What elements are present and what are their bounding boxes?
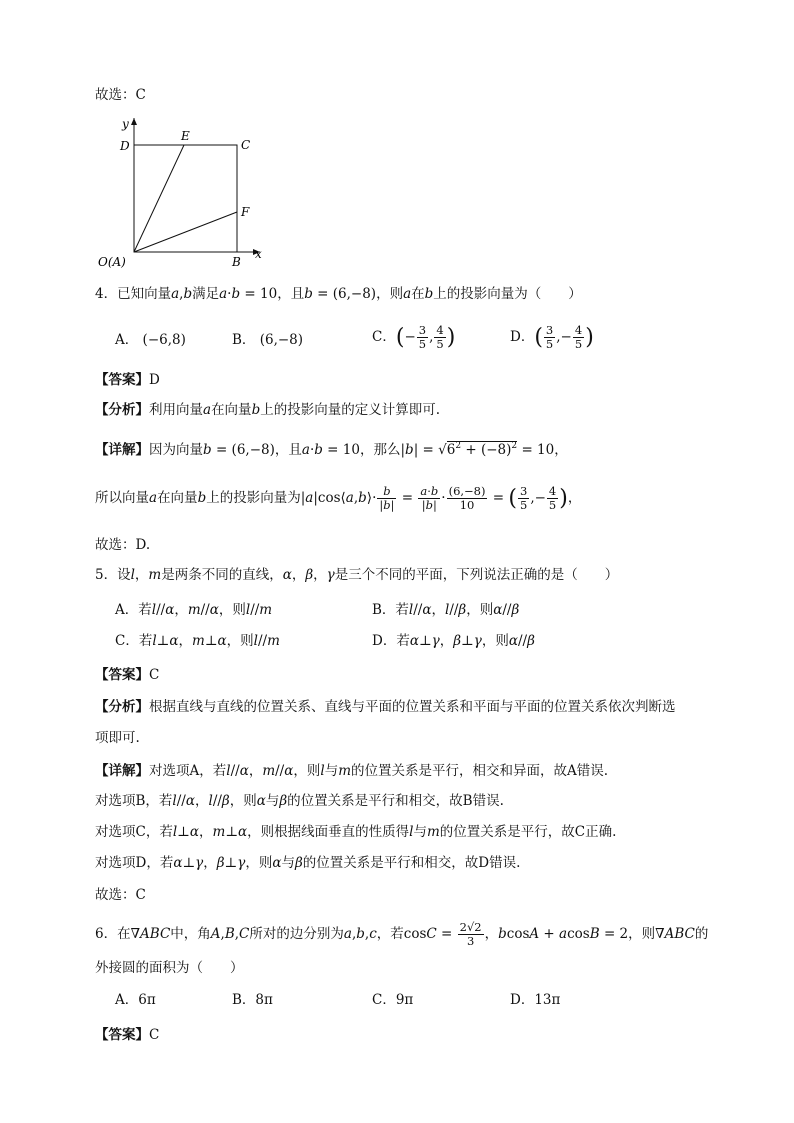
- square-abcd: [134, 145, 237, 252]
- q5-option-d[interactable]: D．若α⊥γ，β⊥γ，则α//β: [372, 633, 535, 649]
- q4-option-c[interactable]: C．(− $\frac{3}{5}$ , $\frac{4}{5}$ ): [372, 323, 456, 351]
- label-c: C: [241, 138, 251, 152]
- q4-detail: 【详解】因为向量b = (6,−8)，且a·b = 10，那么$|b| = √6^2 + (-8)^2 = 10$，: [95, 441, 568, 458]
- q6-option-c[interactable]: C．9π: [372, 992, 414, 1008]
- q5-answer: 【答案】C: [95, 667, 160, 683]
- q6-answer: 【答案】C: [95, 1027, 160, 1043]
- label-d: D: [120, 139, 130, 153]
- q6-option-d[interactable]: D．13π: [510, 992, 561, 1008]
- q4-choice: 故选：D.: [95, 537, 151, 553]
- q4-analysis: 【分析】利用向量a在向量b上的投影向量的定义计算即可.: [95, 402, 441, 418]
- q3-choice: 故选：C: [95, 87, 146, 103]
- q4-detail-line2: 所以向量a在向量b上的投影向量为|a|cos⟨a,b⟩· $\frac{b}{|b|}$ = $\frac{a\cdot b}{|b|}$ · $\frac{(6,-8)}{10}$ = ( $\frac{3}{5}$ ,− $\frac{4}{5}$ )，: [95, 484, 582, 512]
- q5-analysis-2: 项即可.: [95, 730, 140, 746]
- label-y: y: [122, 117, 129, 131]
- q6-question-line2: 外接圆的面积为（ ）: [95, 960, 244, 976]
- q6-question: 6．在∇ABC中，角A,B,C所对的边分别为a,b,c，若cosC = $\frac{2√2}{3}$ ，bcosA + acosB = 2，则∇ABC的: [95, 920, 709, 948]
- label-f: F: [241, 205, 250, 219]
- q4-option-b[interactable]: B． (6,−8): [232, 332, 304, 348]
- q4-option-d[interactable]: D．( $\frac{3}{5}$ ,− $\frac{4}{5}$ ): [510, 323, 594, 351]
- q5-analysis: 【分析】根据直线与直线的位置关系、直线与平面的位置关系和平面与平面的位置关系依次判断选: [95, 699, 676, 715]
- q5-detail-c: 对选项C，若l⊥α，m⊥α，则根据线面垂直的性质得l与m的位置关系是平行，故C正确.: [95, 824, 617, 840]
- label-x: x: [255, 247, 262, 261]
- q5-question: 5．设l，m是两条不同的直线，α，β，γ是三个不同的平面，下列说法正确的是（ ）: [95, 567, 619, 583]
- q5-detail-b: 对选项B，若l//α，l//β，则α与β的位置关系是平行和相交，故B错误.: [95, 793, 504, 809]
- label-b: B: [232, 255, 241, 269]
- q5-detail-a: 【详解】对选项A，若l//α，m//α，则l与m的位置关系是平行，相交和异面，故A错误.: [95, 763, 609, 779]
- q5-option-c[interactable]: C．若l⊥α，m⊥α，则l//m: [115, 633, 280, 649]
- q6-option-b[interactable]: B．8π: [232, 992, 273, 1008]
- q5-choice: 故选：C: [95, 887, 146, 903]
- label-e: E: [181, 129, 190, 143]
- q4-option-a[interactable]: A． (−6,8): [115, 332, 186, 348]
- coordinate-figure: [95, 112, 270, 272]
- label-o: O(A): [98, 255, 126, 269]
- q6-option-a[interactable]: A．6π: [115, 992, 156, 1008]
- q5-option-b[interactable]: B．若l//α，l//β，则α//β: [372, 602, 520, 618]
- y-axis-arrow: [131, 118, 137, 125]
- q4-answer: 【答案】D: [95, 372, 160, 388]
- q5-detail-d: 对选项D，若α⊥γ，β⊥γ，则α与β的位置关系是平行和相交，故D错误.: [95, 855, 521, 871]
- q5-option-a[interactable]: A．若l//α，m//α，则l//m: [115, 602, 273, 618]
- q4-question: 4．已知向量a,b满足a·b = 10，且b = (6,−8)，则a在b上的投影向量为（ ）: [95, 286, 582, 302]
